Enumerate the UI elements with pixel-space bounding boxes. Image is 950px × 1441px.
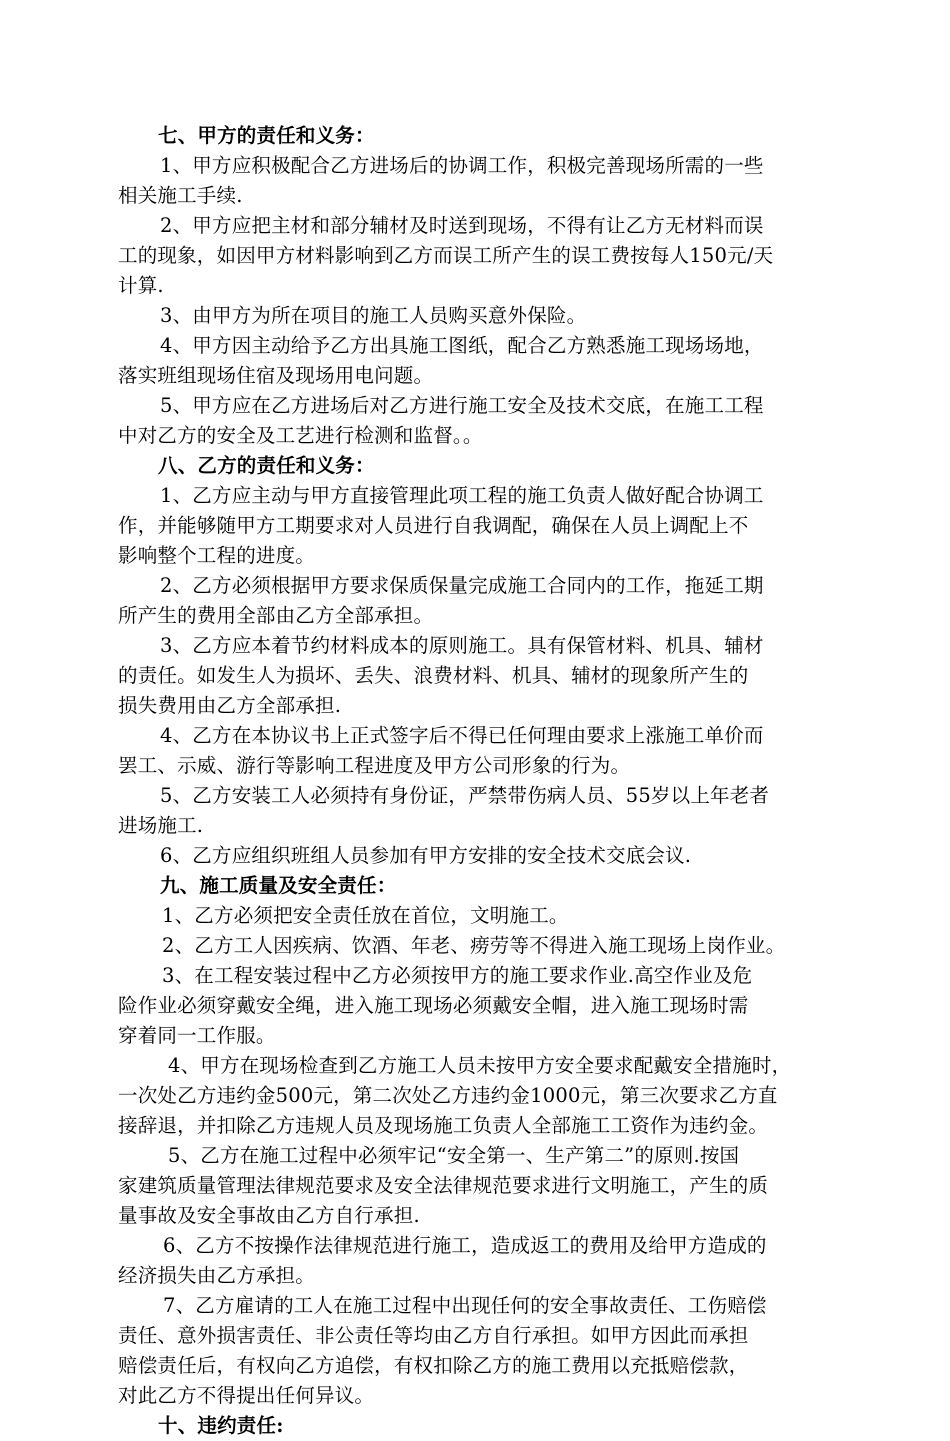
para-8-5-line-1: 5、乙方安装工人必须持有身份证，严禁带伤病人员、55岁以上年老者 [160,784,770,807]
para-7-1-line-2: 相关施工手续. [118,184,243,207]
para-7-2-line-2: 工的现象，如因甲方材料影响到乙方而误工所产生的误工费按每人150元/天 [118,244,774,267]
section-heading-7: 七、甲方的责任和义务： [158,124,375,147]
para-7-4-line-1: 4、甲方因主动给予乙方出具施工图纸，配合乙方熟悉施工现场场地， [160,334,764,357]
para-9-3-line-1: 3、在工程安装过程中乙方必须按甲方的施工要求作业.高空作业及危 [162,964,753,987]
para-9-3-line-3: 穿着同一工作服。 [118,1024,276,1047]
para-9-2-line-1: 2、乙方工人因疾病、饮酒、年老、痨劳等不得进入施工现场上岗作业。 [162,934,786,957]
para-8-1-line-2: 作，并能够随甲方工期要求对人员进行自我调配，确保在人员上调配上不 [118,514,749,537]
para-7-2-line-1: 2、甲方应把主材和部分辅材及时送到现场，不得有让乙方无材料而误 [160,214,764,237]
para-9-6-line-1: 6、乙方不按操作法律规范进行施工，造成返工的费用及给甲方造成的 [163,1234,767,1257]
para-9-1-line-1: 1、乙方必须把安全责任放在首位，文明施工。 [162,904,569,927]
para-8-1-line-3: 影响整个工程的进度。 [118,544,316,567]
para-9-4-line-3: 接辞退，并扣除乙方违规人员及现场施工负责人全部施工工资作为违约金。 [118,1114,769,1137]
para-9-7-line-4: 对此乙方不得提出任何异议。 [118,1384,375,1407]
section-heading-8: 八、乙方的责任和义务： [158,454,375,477]
para-9-4-line-2: 一次处乙方违约金500元，第二次处乙方违约金1000元，第三次要求乙方直 [118,1084,778,1107]
para-7-3-line-1: 3、由甲方为所在项目的施工人员购买意外保险。 [160,304,587,327]
para-9-5-line-2: 家建筑质量管理法律规范要求及安全法律规范要求进行文明施工，产生的质 [118,1174,769,1197]
para-8-3-line-1: 3、乙方应本着节约材料成本的原则施工。具有保管材料、机具、辅材 [160,634,764,657]
para-9-3-line-2: 险作业必须穿戴安全绳，进入施工现场必须戴安全帽，进入施工现场时需 [118,994,749,1017]
para-7-1-line-1: 1、甲方应积极配合乙方进场后的协调工作，积极完善现场所需的一些 [160,154,764,177]
para-9-6-line-2: 经济损失由乙方承担。 [118,1264,316,1287]
para-8-6-line-1: 6、乙方应组织班组人员参加有甲方安排的安全技术交底会议. [160,844,692,867]
para-8-5-line-2: 进场施工. [118,814,204,837]
para-9-7-line-1: 7、乙方雇请的工人在施工过程中出现任何的安全事故责任、工伤赔偿 [163,1294,767,1317]
para-8-4-line-2: 罢工、示威、游行等影响工程进度及甲方公司形象的行为。 [118,754,631,777]
para-7-2-line-3: 计算. [118,274,164,297]
para-9-4-line-1: 4、甲方在现场检查到乙方施工人员未按甲方安全要求配戴安全措施时， [168,1054,792,1077]
para-8-4-line-1: 4、乙方在本协议书上正式签字后不得已任何理由要求上涨施工单价而 [160,724,764,747]
para-8-1-line-1: 1、乙方应主动与甲方直接管理此项工程的施工负责人做好配合协调工 [160,484,764,507]
para-8-3-line-3: 损失费用由乙方全部承担. [118,694,342,717]
para-9-7-line-2: 责任、意外损害责任、非公责任等均由乙方自行承担。如甲方因此而承担 [118,1324,749,1347]
para-9-7-line-3: 赔偿责任后，有权向乙方追偿，有权扣除乙方的施工费用以充抵赔偿款， [118,1354,749,1377]
para-8-3-line-2: 的责任。如发生人为损坏、丢失、浪费材料、机具、辅材的现象所产生的 [118,664,749,687]
para-7-4-line-2: 落实班组现场住宿及现场用电问题。 [118,364,434,387]
para-7-5-line-1: 5、甲方应在乙方进场后对乙方进行施工安全及技术交底，在施工工程 [160,394,764,417]
contract-page [118,121,863,1441]
para-9-5-line-3: 量事故及安全事故由乙方自行承担. [118,1204,420,1227]
section-heading-9: 九、施工质量及安全责任： [160,874,397,897]
para-8-2-line-2: 所产生的费用全部由乙方全部承担。 [118,604,434,627]
para-8-2-line-1: 2、乙方必须根据甲方要求保质保量完成施工合同内的工作，拖延工期 [160,574,764,597]
para-7-5-line-2: 中对乙方的安全及工艺进行检测和监督。。 [118,424,483,447]
section-heading-10: 十、违约责任: [158,1414,284,1437]
para-9-5-line-1: 5、乙方在施工过程中必须牢记“安全第一、生产第二”的原则.按国 [168,1144,740,1167]
